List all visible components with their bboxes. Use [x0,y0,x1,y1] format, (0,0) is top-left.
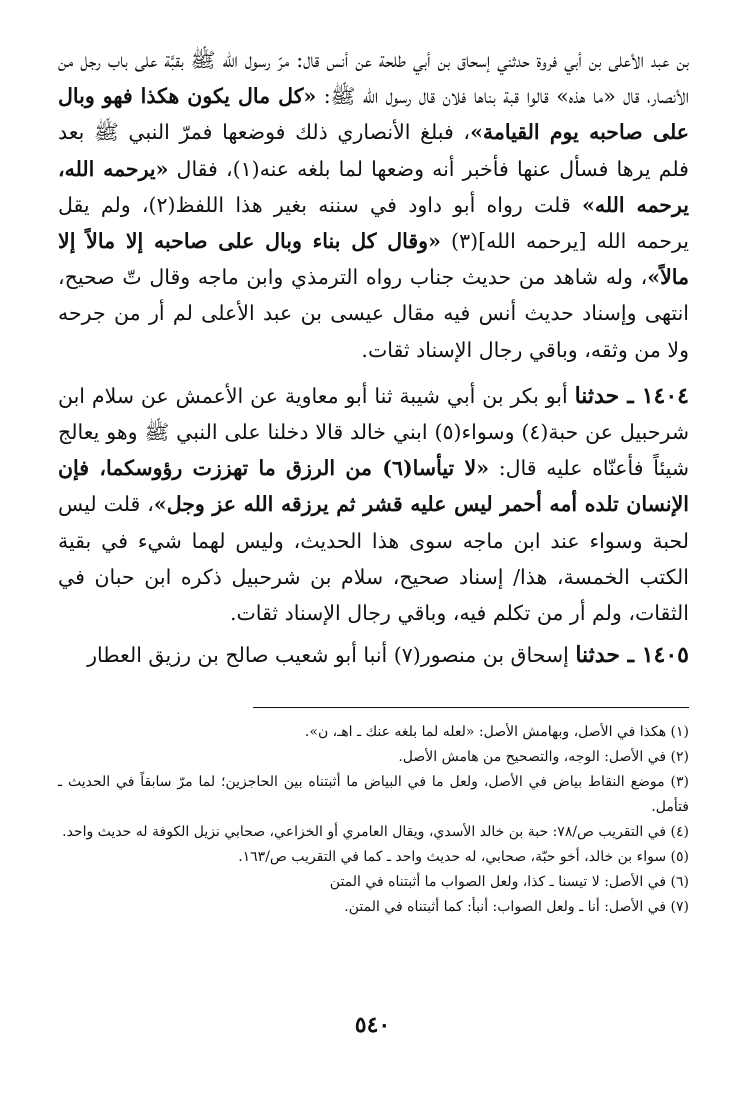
footnote: (٧) في الأصل: أنا ـ ولعل الصواب: أنبأ: كما أثبتناه في المتن. [344,899,689,916]
footnote-separator [253,707,689,708]
footnotes [58,720,689,920]
footnote: (٥) سواء بن خالد، أخو حبّة، صحابي، له حديث واحد ـ كما في التقريب ص/١٦٣. [238,849,689,866]
footnote: (٣) موضع النقاط بياض في الأصل، ولعل ما في البياض ما أثبتناه بين الحاجزين؛ لما مرّ سابقاً في الحديث ـ فتأمل. [58,774,689,816]
text-run: إسحاق بن منصور(٧) أنبا أبو شعيب صالح بن رزيق العطار [87,643,576,668]
hadith-number: ١٤٠٤ ـ حدثنا [574,382,689,409]
footnote: (٦) في الأصل: لا تيسنا ـ كذا، ولعل الصواب ما أثبتناه في المتن [329,874,689,891]
paragraph-hadith-1404 [58,378,689,631]
text-run: قلت رواه أبو داود في سننه بغير هذا اللفظ(٢)، ولم يقل يرحمه الله [يرحمه الله](٣) [58,192,690,254]
bold-quote: «وقال كل بناء وبال على صاحبه إلا مالاً إلا مالاً» [58,229,689,290]
text-run: ، فبلغ الأنصاري ذلك فوضعها فمرّ النبي ﷺ بعد فلم يرها فسأل عنها فأخبر أنه وضعها لما بلغه عنه(١)، فقال [58,120,689,181]
text-run: أبو بكر بن أبي شيبة ثنا أبو معاوية عن الأعمش عن سلام ابن شرحبيل عن حبة(٤) وسواء(٥) ابني خالد قالا دخلنا على النبي ﷺ وهو يعالج شيئاً فأعنّاه عليه قال: [58,383,689,481]
paragraph-hadith-1405 [58,637,689,673]
footnote: (٤) في التقريب ص/٧٨: حبة بن خالد الأسدي، ويقال العامري أو الخزاعي، صحابي نزيل الكوفة له حديث واحد. [62,824,689,841]
text-run: ، وله شاهد من حديث جناب رواه الترمذي وابن ماجه وقال تّ صحيح، انتهى وإسناد حديث أنس فيه مقال عيسى بن عبد الأعلى لم أر من جرحه ولا من وثقه، وباقي رجال الإسناد ثقات. [58,265,689,362]
text-run: بن عبد الأعلى بن أبي فروة حدثني إسحاق بن أبي طلحة عن أنس قال: مرّ رسول الله ﷺ بقبَّة على باب رجل من الأنصار، قال «ما هذه» قالوا قبة بناها فلان قال رسول الله ﷺ: [58,48,689,109]
text-run: ، قلت ليس لحبة وسواء عند ابن ماجه سوى هذا الحديث، وليس لهما شيء في بقية الكتب الخمسة، هذا/ إسناد صحيح، سلام بن شرحبيل ذكره ابن حبان في الثقات، ولم أر من تكلم فيه، وباقي رجال الإسناد ثقات. [58,492,689,626]
page-number: ٥٤٠ [354,1012,391,1038]
footnote: (٢) في الأصل: الوجه، والتصحيح من هامش الأصل. [398,749,689,766]
bold-quote: «لا تيأسا(٦) من الرزق ما تهززت رؤوسكما، فإن الإنسان تلده أمه أحمر ليس عليه قشر ثم يرزقه الله عز وجل» [58,456,689,517]
bold-quote: «يرحمه الله، يرحمه الله» [58,156,689,217]
footnote: (١) هكذا في الأصل، وبهامش الأصل: «لعله لما بلغه عنك ـ اهـ، ن». [304,724,689,741]
paragraph-hadith-continuation [58,42,689,368]
bold-quote: «كل مال يكون هكذا فهو وبال على صاحبه يوم القيامة» [58,84,689,145]
hadith-number: ١٤٠٥ ـ حدثنا [575,642,689,669]
